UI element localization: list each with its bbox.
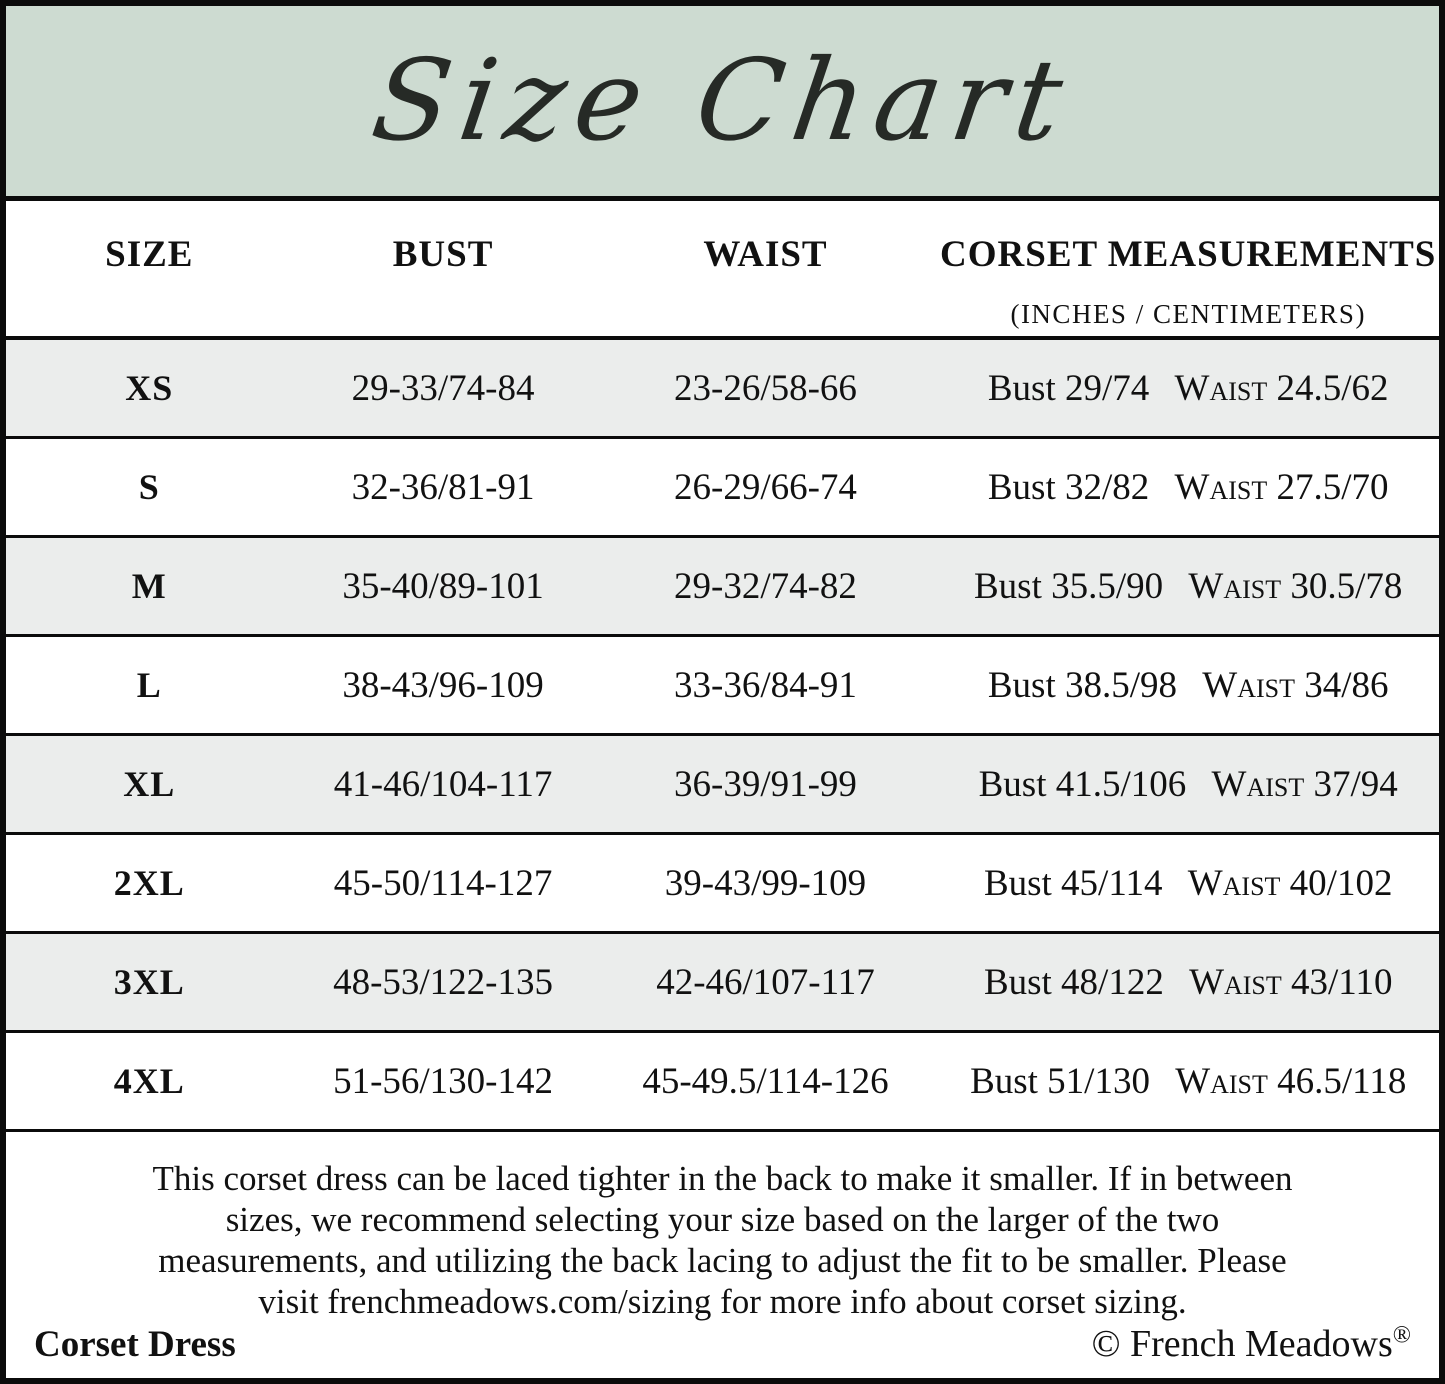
product-name: Corset Dress	[34, 1324, 236, 1365]
waist-range: 36-39/91-99	[674, 763, 857, 805]
corset-units-label: (INCHES / CENTIMETERS)	[1010, 298, 1366, 329]
table-row	[6, 1033, 1439, 1132]
bust-range: 38-43/96-109	[342, 664, 544, 706]
waist-range: 29-32/74-82	[674, 565, 857, 607]
corset-bust-value: 32/82	[1064, 466, 1150, 508]
page-title: Size Chart	[365, 36, 1080, 166]
corset-bust-label: Bust	[978, 763, 1047, 805]
footer-section	[6, 1132, 1439, 1382]
corset-waist-label: Waist	[1202, 664, 1295, 706]
table-row	[6, 340, 1439, 439]
corset-waist-value: 24.5/62	[1276, 367, 1389, 409]
bust-range: 51-56/130-142	[333, 1060, 554, 1102]
corset-measurements	[937, 466, 1439, 509]
bust-range: 45-50/114-127	[333, 862, 553, 904]
bust-range: 48-53/122-135	[333, 961, 554, 1003]
table-row	[6, 637, 1439, 736]
corset-bust-label: Bust	[987, 664, 1056, 706]
waist-range: 45-49.5/114-126	[642, 1060, 889, 1102]
corset-bust-label: Bust	[987, 466, 1056, 508]
corset-waist-value: 34/86	[1304, 664, 1389, 706]
size-label: 2XL	[113, 863, 185, 903]
size-label: 4XL	[113, 1061, 185, 1101]
corset-measurements	[937, 664, 1439, 707]
corset-bust-label: Bust	[983, 961, 1052, 1003]
size-label: M	[131, 566, 167, 606]
column-header-size: SIZE	[105, 234, 194, 275]
corset-waist-label: Waist	[1175, 1060, 1268, 1102]
corset-measurements	[937, 367, 1439, 410]
waist-range: 39-43/99-109	[664, 862, 867, 904]
corset-waist-value: 37/94	[1313, 763, 1398, 805]
sizing-note	[6, 1158, 1439, 1322]
size-label: S	[138, 467, 160, 507]
registered-mark-icon: ®	[1392, 1322, 1411, 1349]
size-label: XL	[123, 764, 176, 804]
corset-waist-label: Waist	[1187, 862, 1281, 904]
table-row	[6, 538, 1439, 637]
column-header-bust: BUST	[392, 234, 494, 275]
waist-range: 42-46/107-117	[656, 961, 875, 1003]
corset-bust-value: 29/74	[1064, 367, 1150, 409]
corset-waist-value: 43/110	[1291, 961, 1393, 1003]
corset-bust-value: 35.5/90	[1051, 565, 1164, 607]
corset-header-label: CORSET MEASUREMENTS	[940, 234, 1437, 275]
corset-waist-value: 30.5/78	[1290, 565, 1403, 607]
corset-bust-value: 41.5/106	[1055, 763, 1187, 805]
size-label: XS	[125, 368, 174, 408]
banner	[6, 6, 1439, 201]
size-label: L	[136, 665, 162, 705]
corset-bust-label: Bust	[970, 1060, 1038, 1102]
note-line: measurements, and utilizing the back lacing to adjust the fit to be smaller. Please	[158, 1241, 1287, 1280]
corset-bust-value: 48/122	[1061, 961, 1164, 1003]
corset-waist-label: Waist	[1189, 961, 1282, 1003]
corset-measurements	[937, 961, 1439, 1004]
corset-waist-label: Waist	[1211, 763, 1305, 805]
bust-range: 41-46/104-117	[333, 763, 553, 805]
footer-labels	[6, 1322, 1439, 1382]
note-line: sizes, we recommend selecting your size based on the larger of the two	[225, 1200, 1220, 1239]
brand-copyright	[1092, 1322, 1411, 1366]
table-row	[6, 439, 1439, 538]
corset-waist-label: Waist	[1188, 565, 1282, 607]
corset-measurements	[937, 565, 1439, 608]
corset-waist-value: 46.5/118	[1277, 1060, 1407, 1102]
corset-bust-label: Bust	[983, 862, 1052, 904]
column-header-waist: WAIST	[703, 234, 828, 275]
table-row	[6, 835, 1439, 934]
note-line: visit frenchmeadows.com/sizing for more info about corset sizing.	[258, 1282, 1187, 1321]
bust-range: 35-40/89-101	[342, 565, 544, 607]
corset-bust-value: 38.5/98	[1064, 664, 1178, 706]
note-line: This corset dress can be laced tighter in the back to make it smaller. If in between	[152, 1159, 1293, 1198]
bust-range: 32-36/81-91	[351, 466, 535, 508]
corset-waist-value: 40/102	[1289, 862, 1393, 904]
table-row	[6, 934, 1439, 1033]
corset-waist-label: Waist	[1174, 367, 1268, 409]
table-header	[6, 201, 1439, 340]
corset-waist-value: 27.5/70	[1276, 466, 1389, 508]
corset-bust-value: 45/114	[1061, 862, 1163, 904]
corset-measurements	[937, 862, 1439, 905]
size-label: 3XL	[113, 962, 185, 1002]
table-row	[6, 736, 1439, 835]
corset-measurements	[937, 1060, 1439, 1103]
copyright-text: © French Meadows	[1091, 1323, 1393, 1365]
corset-measurements	[937, 763, 1439, 806]
column-header-corset	[937, 235, 1439, 336]
waist-range: 33-36/84-91	[674, 664, 857, 706]
corset-bust-value: 51/130	[1047, 1060, 1150, 1102]
waist-range: 23-26/58-66	[674, 367, 857, 409]
corset-bust-label: Bust	[987, 367, 1056, 409]
corset-waist-label: Waist	[1174, 466, 1268, 508]
corset-bust-label: Bust	[974, 565, 1042, 607]
bust-range: 29-33/74-84	[351, 367, 535, 409]
waist-range: 26-29/66-74	[674, 466, 857, 508]
